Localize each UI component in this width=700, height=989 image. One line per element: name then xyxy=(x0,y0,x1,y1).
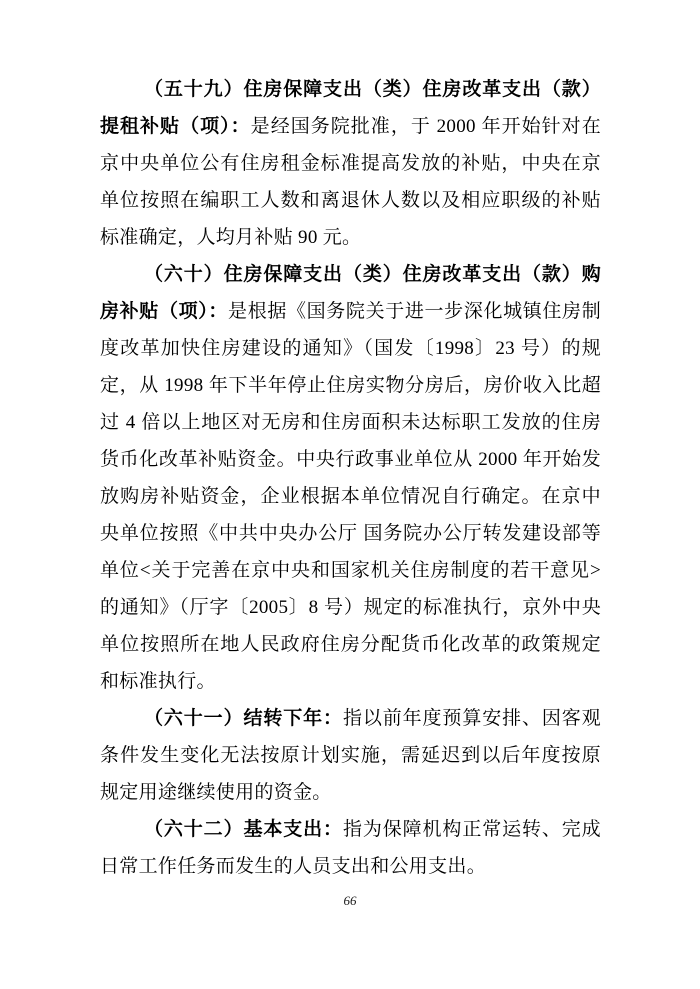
paragraph-term-61 xyxy=(100,700,601,811)
term-62-definition: 指为保障机构正常运转、完成日常工作任务而发生的人员支出和公用支出。 xyxy=(100,819,601,877)
paragraph-term-62 xyxy=(100,811,601,885)
term-60-title: （六十）住房保障支出（类）住房改革支出（款）购房补贴（项）： xyxy=(100,264,601,322)
term-61-title: （六十一）结转下年： xyxy=(144,708,343,729)
paragraph-term-59 xyxy=(100,71,601,256)
paragraph-term-60 xyxy=(100,256,601,700)
term-60-definition: 是根据《国务院关于进一步深化城镇住房制度改革加快住房建设的通知》（国发〔1998〕23 号）的规定，从 1998 年下半年停止住房实物分房后，房价收入比超过 4 倍以上地区对无房和住房面积未达标职工发放的住房货币化改革补贴资金。中央行政事业单位从 2000 年开始发放购房补贴资金，企业根据本单位情况自行确定。在京中央单位按照《中共中央办公厅 国务院办公厅转发建设部等单位<关于完善在京中央和国家机关住房制度的若干意见>的通知》（厅字〔2005〕8 号）规定的标准执行，京外中央单位按照所在地人民政府住房分配货币化改革的政策规定和标准执行。 xyxy=(100,301,602,692)
term-59-definition: 是经国务院批准，于 2000 年开始针对在京中央单位公有住房租金标准提高发放的补贴，中央在京单位按照在编职工人数和离退休人数以及相应职级的补贴标准确定，人均月补贴 90 元。 xyxy=(100,116,601,248)
page-number: 66 xyxy=(343,893,357,908)
term-59-title: （五十九）住房保障支出（类）住房改革支出（款）提租补贴（项）： xyxy=(100,79,601,137)
document-body xyxy=(100,71,601,885)
term-61-definition: 指以前年度预算安排、因客观条件发生变化无法按原计划实施，需延迟到以后年度按原规定用途继续使用的资金。 xyxy=(100,708,601,803)
term-62-title: （六十二）基本支出： xyxy=(144,819,343,840)
